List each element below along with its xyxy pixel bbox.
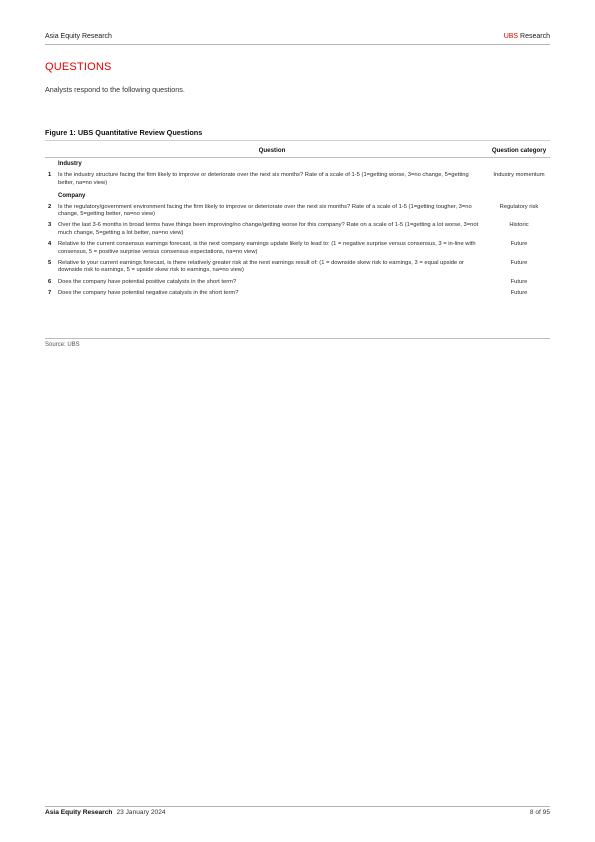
footer-date: 23 January 2024 (116, 809, 166, 816)
question-number: 2 (48, 203, 52, 210)
footer-publication: Asia Equity Research (45, 809, 113, 816)
question-number: 3 (48, 222, 52, 229)
header-brand-research (504, 33, 550, 40)
questions-table (45, 145, 550, 302)
question-number: 6 (48, 278, 52, 285)
question-text: Relative to the current consensus earnings forecast, is the next company earnings update likely to lead to: (1 = negative surprise versus consensus, 3 = in-line with consensus, 5 = positive surprise versus consensus expectations, na=no view) (58, 241, 476, 255)
header-brand-logo: UBS (503, 33, 519, 40)
question-category: Future (510, 259, 528, 266)
table-header-question: Question (258, 147, 286, 154)
table-row (45, 202, 550, 221)
question-category: Future (510, 241, 528, 248)
question-number: 7 (48, 290, 52, 297)
question-category: Historic (509, 222, 529, 229)
table-row (45, 289, 550, 302)
table-row (45, 240, 550, 259)
question-text: Does the company have potential positive catalysts in the short term? (58, 278, 237, 285)
table-row (45, 277, 550, 288)
intro-text: Analysts respond to the following questions. (45, 85, 185, 94)
table-group-row (45, 158, 550, 171)
figure-divider (45, 140, 550, 141)
question-category: Future (510, 278, 528, 285)
table-header-category: Question category (491, 147, 547, 154)
footer-divider (45, 806, 550, 807)
question-text: Is the industry structure facing the firm likely to improve or deteriorate over the next six months? Rate of a scale of 1-5 (1=getting worse, 3=no change, 5=getting better, na=no view) (58, 172, 469, 186)
table-row (45, 221, 550, 240)
question-text: Over the last 3-6 months in broad terms have things been improving/no change/getting worse for this company? Rate on a scale of 1-5 (1=getting a lot worse, 3=not much change, 5=getting a lot better, na=no view) (58, 222, 479, 236)
question-text: Relative to your current earnings forecast, is there relatively greater risk at the next earnings result of: (1 = downside skew risk to earnings, 3 = equal upside or downside risk to earnings, 5 = upside skew risk to earnings, na=no view) (58, 259, 464, 274)
question-text: Does the company have potential negative catalysts in the short term? (58, 290, 239, 297)
figure-source: Source: UBS (45, 342, 80, 348)
header-publication: Asia Equity Research (45, 33, 112, 40)
group-spacer (45, 158, 56, 171)
question-category: Regulatory risk (499, 203, 539, 210)
question-text: Is the regulatory/government environment facing the firm likely to improve or deteriorate over the next six months? Rate of a scale of 1-5 (1=getting tougher, 3=no change, 5=getting better, na=no view) (58, 203, 472, 217)
header-research-label: Research (518, 33, 550, 40)
group-label-industry: Industry (58, 161, 82, 168)
table-row (45, 258, 550, 277)
table-bottom-divider (45, 338, 550, 339)
table-header-row (45, 145, 550, 158)
table-header-number (45, 145, 56, 158)
question-number: 5 (48, 259, 52, 266)
section-title: QUESTIONS (45, 61, 112, 73)
table-group-row (45, 190, 550, 202)
footer-left (45, 809, 166, 816)
page-number: 8 of 95 (529, 809, 550, 816)
table-row (45, 171, 550, 190)
figure-title: Figure 1: UBS Quantitative Review Questions (45, 128, 203, 137)
question-category: Future (510, 290, 528, 297)
question-number: 4 (48, 241, 52, 248)
group-label-company: Company (58, 192, 86, 199)
group-spacer (45, 190, 56, 202)
question-category: Industry momentum (493, 172, 545, 179)
question-number: 1 (48, 172, 52, 179)
questions-table-container (45, 145, 550, 302)
header-divider (45, 44, 550, 45)
